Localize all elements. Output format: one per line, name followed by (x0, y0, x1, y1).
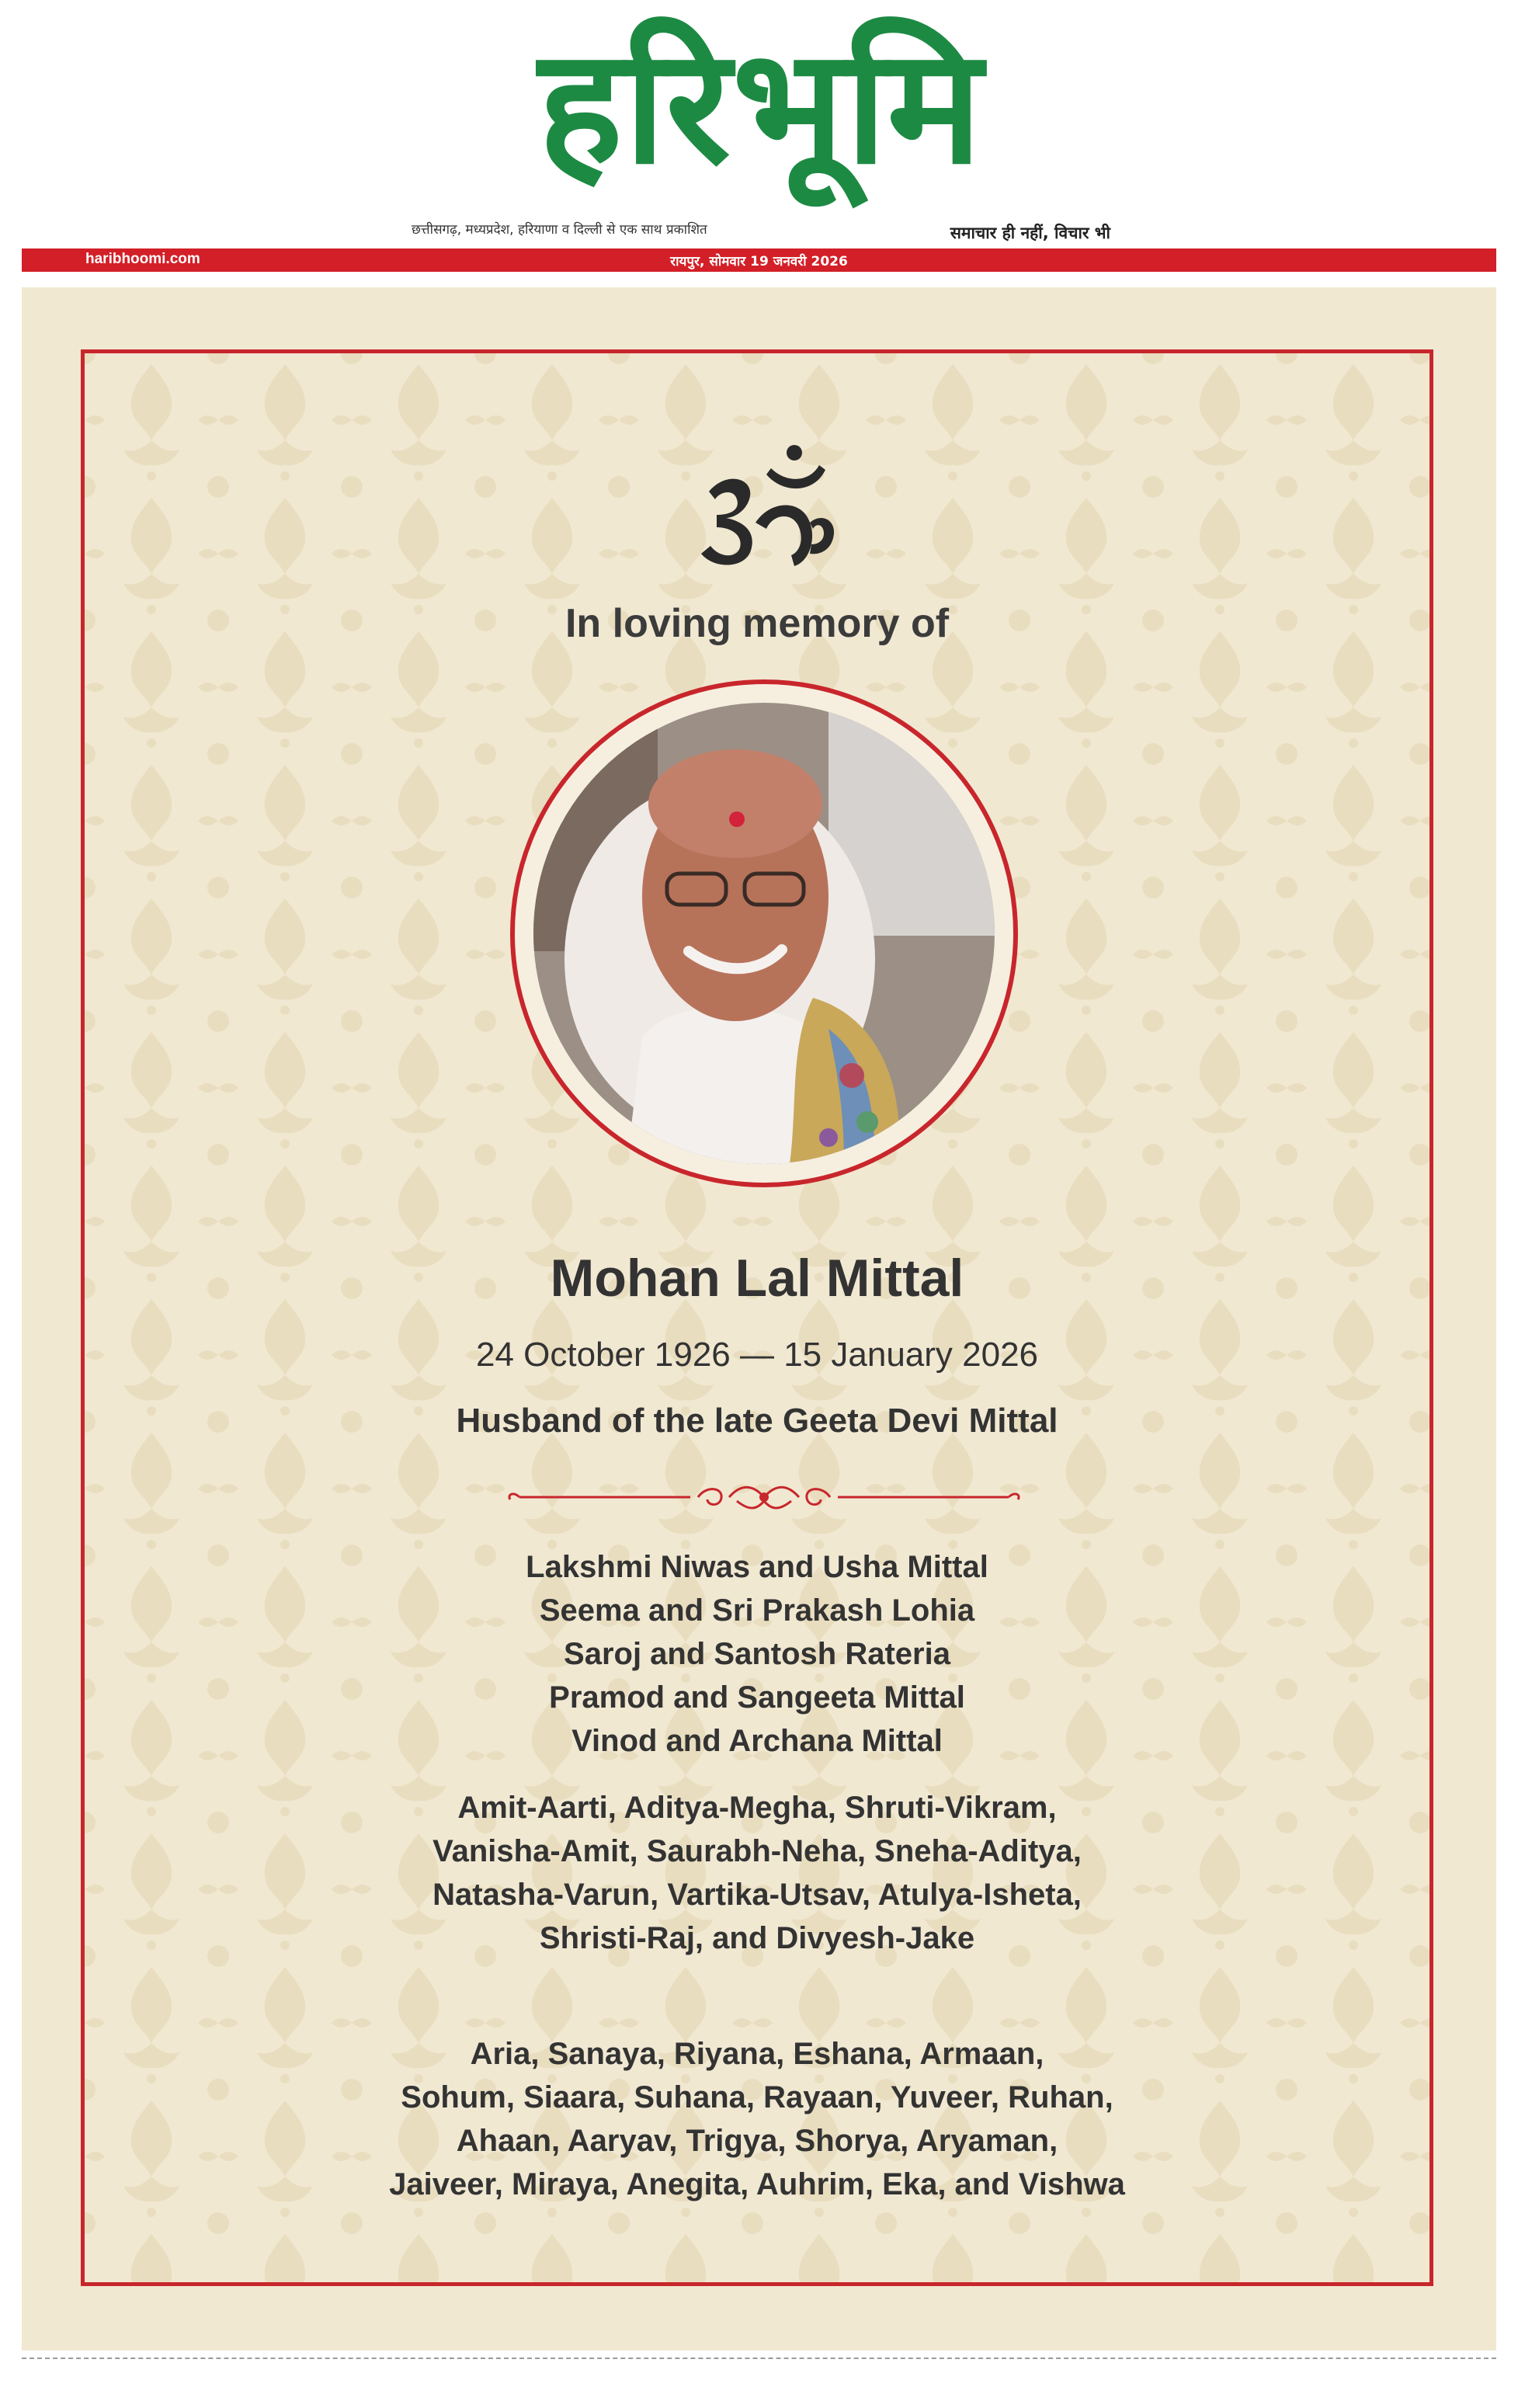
obituary-frame (81, 349, 1433, 2286)
cut-line-divider (22, 2358, 1496, 2359)
list-item: Natasha-Varun, Vartika-Utsav, Atulya-Isheta, (432, 1878, 1082, 1912)
masthead-red-bar (22, 248, 1496, 272)
relation-line: Husband of the late Geeta Devi Mittal (456, 1402, 1058, 1440)
dateline: रायपुर, सोमवार 19 जनवरी 2026 (670, 254, 848, 269)
children-list (85, 1545, 1429, 1763)
list-item: Ahaan, Aaryav, Trigya, Shorya, Aryaman, (456, 2124, 1058, 2158)
newspaper-logo: हरिभूमि (538, 15, 984, 200)
ornamental-divider (504, 1479, 1024, 1515)
list-item: Seema and Sri Prakash Lohia (539, 1593, 975, 1628)
obituary-content (85, 353, 1429, 2282)
list-item: Aria, Sanaya, Riyana, Eshana, Armaan, (470, 2037, 1044, 2071)
life-dates: 24 October 1926 — 15 January 2026 (475, 1336, 1039, 1374)
list-item: Lakshmi Niwas and Usha Mittal (526, 1550, 988, 1584)
intro-text: In loving memory of (564, 601, 950, 646)
list-item: Vinod and Archana Mittal (571, 1724, 943, 1758)
list-item: Sohum, Siaara, Suhana, Rayaan, Yuveer, Ruhan, (401, 2080, 1113, 2114)
deceased-name: Mohan Lal Mittal (550, 1249, 964, 1308)
masthead-tagline-right: समाचार ही नहीं, विचार भी (950, 224, 1110, 242)
masthead-tagline-left: छत्तीसगढ़, मध्यप्रदेश, हरियाणा व दिल्ली से एक साथ प्रकाशित (412, 222, 707, 238)
masthead (0, 0, 1518, 276)
om-icon (686, 437, 841, 577)
list-item: Amit-Aarti, Aditya-Megha, Shruti-Vikram, (457, 1791, 1057, 1825)
grandchildren-list (85, 1786, 1429, 1960)
portrait-photo (533, 703, 995, 1164)
list-item: Shristi-Raj, and Divyesh-Jake (539, 1921, 975, 1955)
list-item: Pramod and Sangeeta Mittal (549, 1680, 965, 1715)
list-item: Jaiveer, Miraya, Anegita, Auhrim, Eka, and Vishwa (389, 2167, 1125, 2201)
list-item: Saroj and Santosh Rateria (564, 1637, 950, 1671)
portrait-frame (510, 679, 1018, 1187)
obituary-panel (22, 287, 1496, 2351)
website-link[interactable]: haribhoomi.com (85, 251, 200, 267)
list-item: Vanisha-Amit, Saurabh-Neha, Sneha-Aditya, (432, 1834, 1082, 1868)
great-grandchildren-list (85, 2032, 1429, 2206)
